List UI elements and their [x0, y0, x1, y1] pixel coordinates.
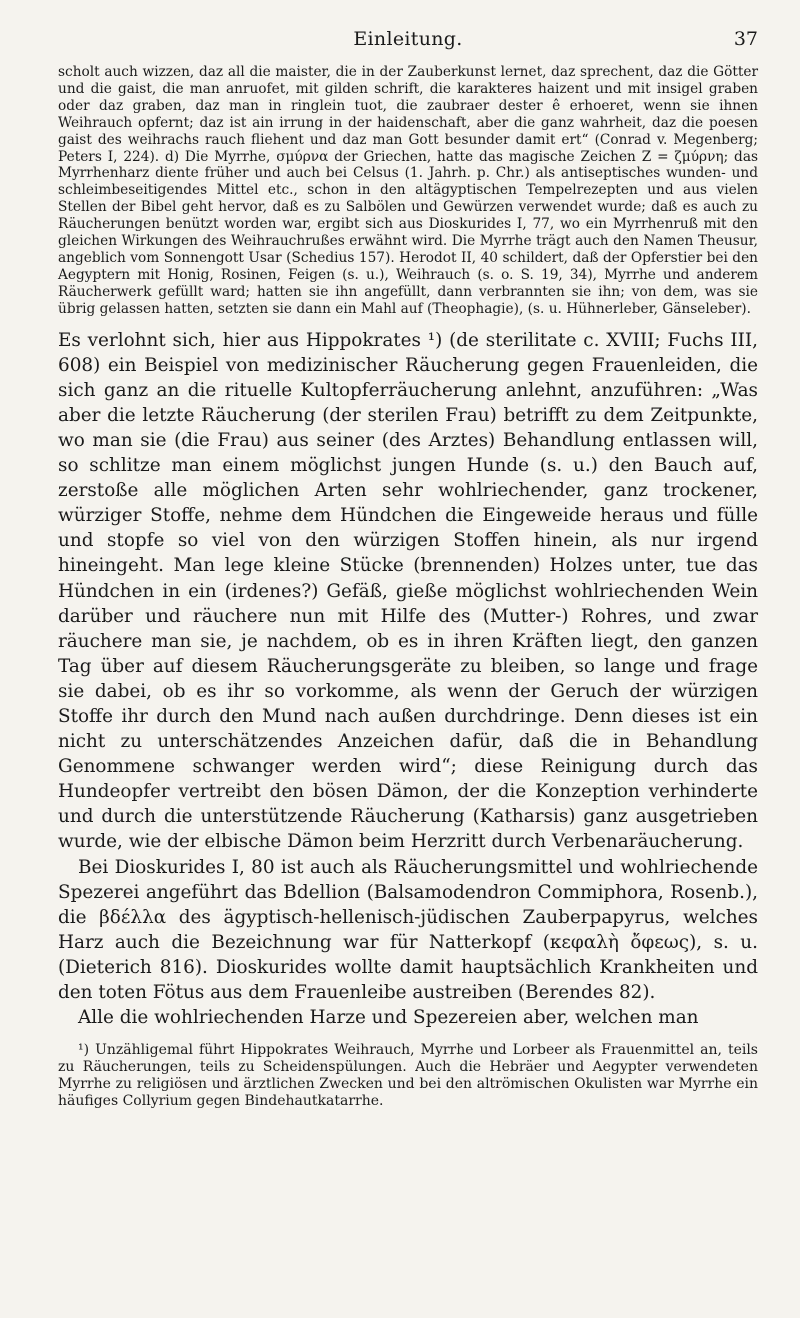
page-number: 37 [733, 28, 758, 50]
main-text [58, 328, 758, 1031]
small-print-section [58, 64, 758, 318]
small-print-paragraph: scholt auch wizzen, daz all die maister, die in der Zauberkunst lernet, daz sprechent, daz die Götter und die gaist, die man anruofet, mit gilden schrift, die karakteres haizent und mit insigel graben oder daz graben, daz man in ringlein tuot, die zaubraer dester ê erhoeret, wenn sie ihnen Weihrauch opfernt; daz ist ain irrung in der haidenschaft, aber die ganz wahrheit, daz die poesen gaist des weihrachs rauch fliehent und daz man Gott besunder damit ert“ (Conrad v. Megenberg; Peters I, 224). d) Die Myrrhe, σμύρνα der Griechen, hatte das magische Zeichen Z = ζμύρνη; das Myrrhenharz diente früher und auch bei Celsus (1. Jahrh. p. Chr.) als antiseptisches wunden- und schleimbeseitigendes Mittel etc., schon in den altägyptischen Tempelrezepten und aus vielen Stellen der Bibel geht hervor, daß es zu Salbölen und Gewürzen verwendet wurde; daß es auch zu Räucherungen benützt worden war, ergibt sich aus Dioskurides I, 77, wo ein Myrrhenruß mit den gleichen Wirkungen des Weihrauchrußes erwähnt wird. Die Myrrhe trägt auch den Namen Theusur, angeblich vom Sonnengott Usar (Schedius 157). Herodot II, 40 schildert, daß der Opferstier bei den Aegyptern mit Honig, Rosinen, Feigen (s. u.), Weihrauch (s. o. S. 19, 34), Myrrhe und anderem Räucherwerk gefüllt ward; hatten sie ihn angefüllt, dann verbrannten sie ihn; von dem, was sie übrig gelassen hatten, setzten sie dann ein Mahl auf (Theophagie), (s. u. Hühnerleber, Gänseleber). [58, 64, 758, 317]
running-title: Einleitung. [353, 28, 463, 50]
paragraph-dioskurides: Bei Dioskurides I, 80 ist auch als Räucherungsmittel und wohlriechende Spezerei angeführt das Bdellion (Balsamodendron Commiphora, Rosenb.), die βδέλλα des ägyptisch-hellenisch-jüdischen Zauberpapyrus, welches Harz auch die Bezeichnung war für Natterkopf (κεφαλὴ ὄφεως), s. u. (Dieterich 816). Dioskurides wollte damit hauptsächlich Krankheiten und den toten Fötus aus dem Frauenleibe austreiben (Berendes 82). [58, 856, 758, 1004]
paragraph-harze: Alle die wohlriechenden Harze und Spezereien aber, welchen man [78, 1007, 699, 1029]
paragraph-hippokrates: Es verlohnt sich, hier aus Hippokrates ¹) (de sterilitate c. XVIII; Fuchs III, 608) ein Beispiel von medizinischer Räucherung gegen Frauenleiden, die sich ganz an die rituelle Kultopferräucherung anlehnt, anzuführen: „Was aber die letzte Räucherung (der sterilen Frau) betrifft zu dem Zeitpunkte, wo man sie (die Frau) aus seiner (des Arztes) Behandlung entlassen will, so schlitze man einem möglichst jungen Hunde (s. u.) den Bauch auf, zerstoße alle möglichen Arten sehr wohlriechender, ganz trockener, würziger Stoffe, nehme dem Hündchen die Eingeweide heraus und fülle und stopfe so viel von den würzigen Stoffen hinein, als nur irgend hineingeht. Man lege kleine Stücke (brennenden) Holzes unter, tue das Hündchen in ein (irdenes?) Gefäß, gieße möglichst wohlriechenden Wein darüber und räuchere nun mit Hilfe des (Mutter-) Rohres, und zwar räuchere man sie, je nachdem, ob es in ihren Kräften liegt, den ganzen Tag über auf diesem Räucherungsgeräte zu bleiben, so lange und frage sie dabei, ob es ihr so vorkomme, als wenn der Geruch der würzigen Stoffe ihr durch den Mund nach außen durchdringe. Denn dieses ist ein nicht zu unterschätzendes Anzeichen dafür, daß die in Behandlung Genommene schwanger werden wird“; diese Reinigung durch das Hundeopfer vertreibt den bösen Dämon, der die Konzeption verhinderte und durch die unterstützende Räucherung (Katharsis) ganz ausgetrieben wurde, wie der elbische Dämon beim Herzritt durch Verbenaräucherung. [58, 329, 758, 853]
footnotes [58, 1042, 758, 1110]
page-header [58, 28, 758, 64]
book-page [58, 28, 758, 1110]
footnote-1: ¹) Unzähligemal führt Hippokrates Weihrauch, Myrrhe und Lorbeer als Frauenmittel an, teils zu Räucherungen, teils zu Scheidenspülungen. Auch die Hebräer und Aegypter verwendeten Myrrhe zu religiösen und ärztlichen Zwecken und bei den altrömischen Okulisten war Myrrhe ein häufiges Collyrium gegen Bindehautkatarrhe. [58, 1042, 758, 1109]
